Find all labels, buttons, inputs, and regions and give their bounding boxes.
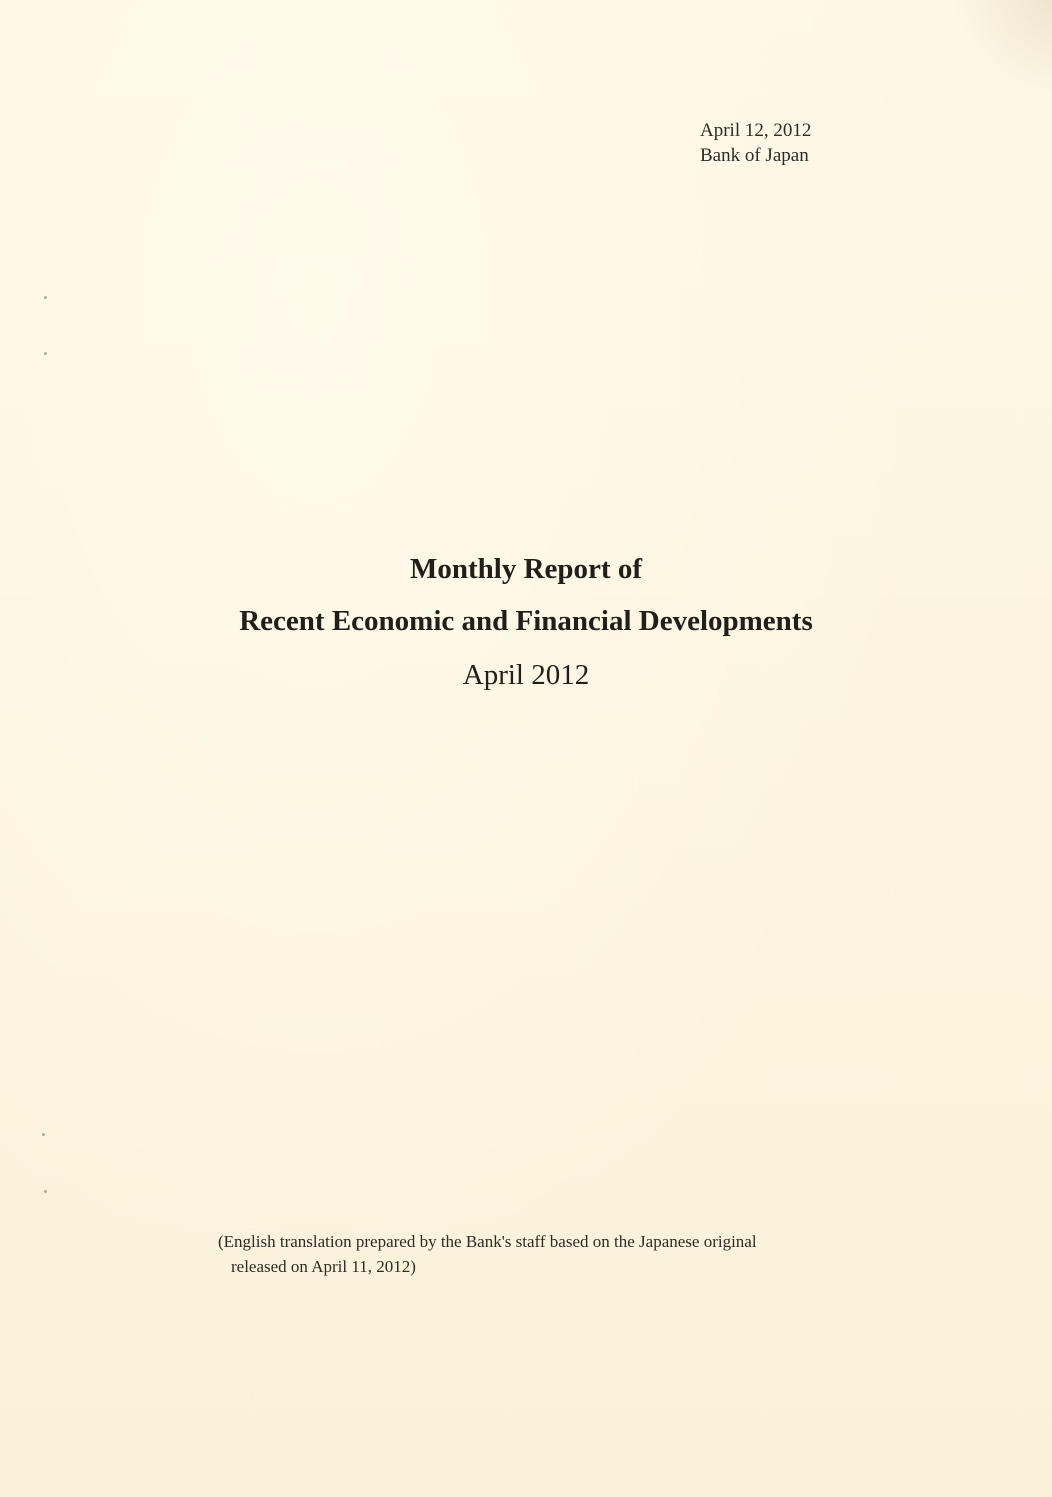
title-line-1: Monthly Report of: [410, 553, 642, 585]
title-date: April 2012: [462, 659, 590, 691]
paper-speck: [44, 296, 47, 299]
paper-speck: [42, 1133, 45, 1136]
header-institution: Bank of Japan: [700, 145, 809, 166]
translation-note-line-2: released on April 11, 2012): [231, 1257, 416, 1276]
paper-speck: [44, 352, 47, 355]
title-line-2: Recent Economic and Financial Developments: [239, 605, 813, 637]
document-header: [700, 118, 811, 168]
translation-note: [218, 1229, 918, 1279]
document-title: [0, 543, 1052, 701]
paper-speck: [44, 1190, 47, 1193]
header-date: April 12, 2012: [700, 120, 812, 141]
translation-note-line-1: (English translation prepared by the Bank's staff based on the Japanese original: [218, 1232, 757, 1251]
page-corner-shadow: [952, 0, 1052, 100]
